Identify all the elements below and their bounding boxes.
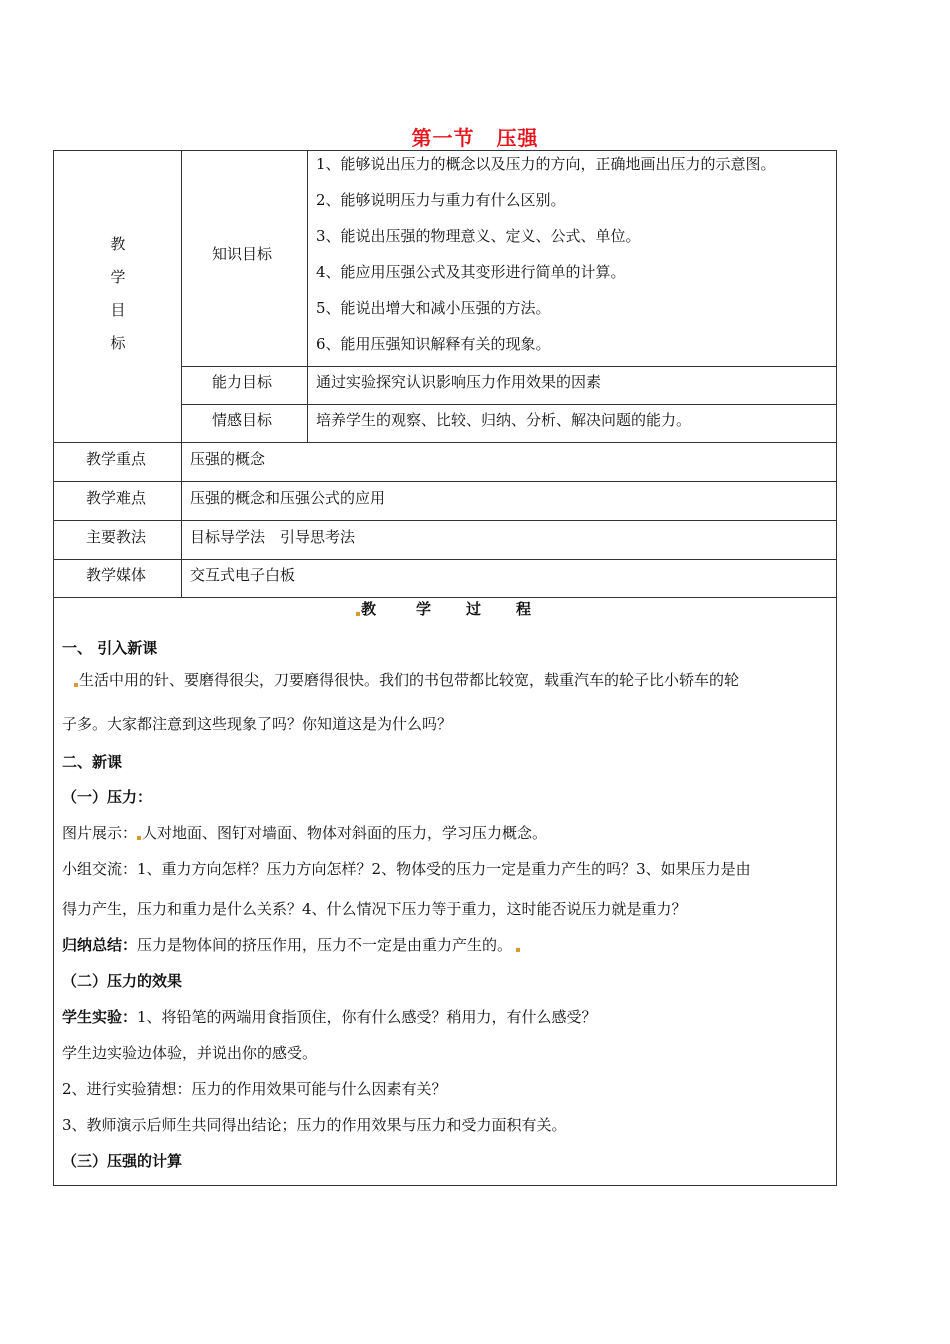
grid-line bbox=[53, 597, 837, 598]
grid-line bbox=[53, 559, 837, 560]
difficulty-text: 压强的概念和压强公式的应用 bbox=[190, 489, 386, 507]
section2-title: （二）压力的效果 bbox=[62, 972, 183, 990]
process-heading: 教 bbox=[356, 598, 376, 619]
objectives-label-char: 标 bbox=[110, 334, 126, 352]
difficulty-label: 教学难点 bbox=[86, 489, 147, 507]
grid-line bbox=[53, 481, 837, 482]
grid-line bbox=[307, 150, 308, 442]
knowledge-objective-item: 6、能用压强知识解释有关的现象。 bbox=[316, 335, 551, 353]
marker-dot bbox=[74, 683, 78, 687]
title-topic: 压强 bbox=[496, 126, 539, 150]
ability-objective-text: 通过实验探究认识影响压力作用效果的因素 bbox=[316, 373, 602, 391]
grid-line bbox=[181, 404, 837, 405]
method-text: 目标导学法 引导思考法 bbox=[190, 528, 356, 546]
knowledge-objective-item: 3、能说出压强的物理意义、定义、公式、单位。 bbox=[316, 227, 641, 245]
media-label: 教学媒体 bbox=[86, 566, 147, 584]
page-title bbox=[0, 122, 950, 151]
key-point-text: 压强的概念 bbox=[190, 450, 266, 468]
knowledge-objective-item: 4、能应用压强公式及其变形进行简单的计算。 bbox=[316, 263, 626, 281]
method-label: 主要教法 bbox=[86, 528, 147, 546]
knowledge-objective-item: 1、能够说出压力的概念以及压力的方向，正确地画出压力的示意图。 bbox=[316, 155, 776, 173]
marker-dot bbox=[137, 836, 141, 840]
objectives-label-char: 目 bbox=[110, 301, 126, 319]
section2-line: 3、教师演示后师生共同得出结论；压力的作用效果与压力和受力面积有关。 bbox=[62, 1116, 567, 1134]
emotion-objective-label: 情感目标 bbox=[212, 411, 273, 429]
ability-objective-label: 能力目标 bbox=[212, 373, 273, 391]
knowledge-objective-item: 5、能说出增大和减小压强的方法。 bbox=[316, 299, 551, 317]
section1-pictures: 图片展示： 人对地面、图钉对墙面、物体对斜面的压力，学习压力概念。 bbox=[62, 824, 548, 842]
section2-line: 学生边实验边体验，并说出你的感受。 bbox=[62, 1044, 318, 1062]
section1-discussion-line: 小组交流：1、重力方向怎样？压力方向怎样？2、物体受的压力一定是重力产生的吗？3、如果压力是由 bbox=[62, 860, 751, 878]
intro-title: 一、 引入新课 bbox=[62, 639, 158, 657]
knowledge-objective-item: 2、能够说明压力与重力有什么区别。 bbox=[316, 191, 566, 209]
intro-paragraph-line: 生活中用的针、要磨得很尖，刀要磨得很快。我们的书包带都比较宽，载重汽车的轮子比小轿车的轮 bbox=[74, 669, 739, 690]
grid-line bbox=[181, 150, 182, 598]
objectives-label-char: 学 bbox=[110, 268, 126, 286]
marker-dot bbox=[516, 948, 520, 952]
knowledge-objective-label: 知识目标 bbox=[212, 245, 273, 263]
section1-discussion-line: 得力产生，压力和重力是什么关系？4、什么情况下压力等于重力，这时能否说压力就是重力？ bbox=[62, 900, 687, 918]
title-section: 第一节 bbox=[411, 126, 475, 150]
media-text: 交互式电子白板 bbox=[190, 566, 296, 584]
grid-line bbox=[181, 366, 837, 367]
grid-line bbox=[53, 520, 837, 521]
process-heading: 程 bbox=[516, 600, 532, 618]
section3-title: （三）压强的计算 bbox=[62, 1152, 183, 1170]
section2-line: 2、进行实验猜想：压力的作用效果可能与什么因素有关？ bbox=[62, 1080, 447, 1098]
emotion-objective-text: 培养学生的观察、比较、归纳、分析、解决问题的能力。 bbox=[316, 411, 692, 429]
grid-line bbox=[53, 442, 837, 443]
section1-summary: 归纳总结：压力是物体间的挤压作用，压力不一定是由重力产生的。 bbox=[62, 934, 521, 955]
process-heading: 学 bbox=[416, 600, 432, 618]
process-heading: 过 bbox=[466, 600, 482, 618]
marker-dot bbox=[356, 612, 360, 616]
new-lesson-title: 二、新课 bbox=[62, 753, 123, 771]
section2-experiment: 学生实验：1、将铅笔的两端用食指顶住，你有什么感受？稍用力，有什么感受？ bbox=[62, 1008, 597, 1026]
key-point-label: 教学重点 bbox=[86, 450, 147, 468]
intro-paragraph-line: 子多。大家都注意到这些现象了吗？你知道这是为什么吗？ bbox=[62, 715, 453, 733]
section1-title: （一）压力： bbox=[62, 788, 153, 806]
objectives-label-char: 教 bbox=[110, 235, 126, 253]
